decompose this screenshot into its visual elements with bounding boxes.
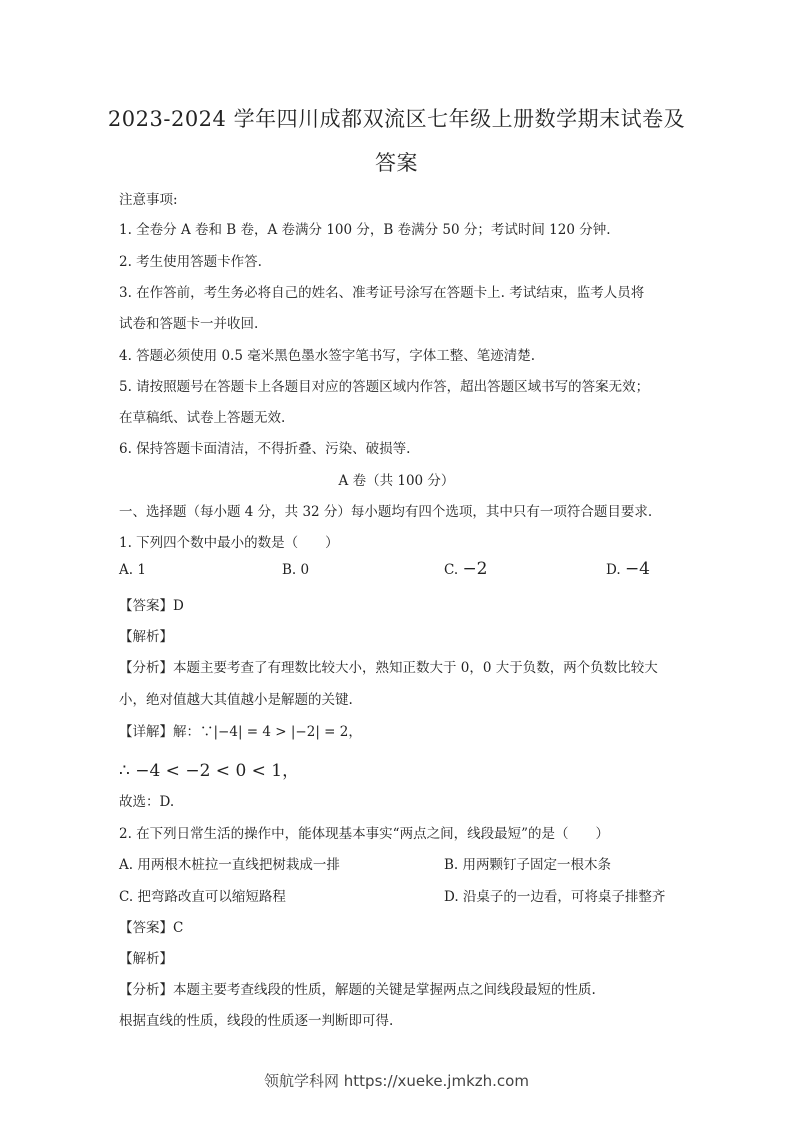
answer-value: D [173,598,184,614]
note-item: 在草稿纸、试卷上答题无效. [119,410,286,426]
q2-analysis-tag: 【解析】 [119,951,173,967]
answer-tag: 【答案】 [119,598,173,614]
q2-fenxi [119,978,596,998]
page-title-line2: 答案 [375,151,418,175]
note-item: 6. 保持答题卡面清洁，不得折叠、污染、破损等. [119,441,411,457]
note-item: 2. 考生使用答题卡作答. [119,254,262,270]
detail-tag: 【详解】 [119,724,173,740]
option-value: −4 [624,559,650,579]
q2-answer [119,916,183,936]
q2-option-a [119,853,340,873]
q1-detail [119,720,362,740]
detail-math: ∵|−4| = 4 > |−2| = 2， [200,724,362,740]
option-letter: A. [119,857,134,873]
q1-fenxi [119,656,658,676]
q1-analysis-tag: 【解析】 [119,629,173,645]
option-value: 0 [300,562,310,578]
q1-choose: 故选：D. [119,794,175,810]
q1-option-d [606,559,650,579]
note-item: 试卷和答题卡一并收回. [119,316,259,332]
fenxi-text: 本题主要考查了有理数比较大小，熟知正数大于 0，0 大于负数，两个负数比较大 [173,660,658,676]
option-value: 用两根木桩拉一直线把树栽成一排 [137,857,340,873]
page-title-line1: 2023-2024 学年四川成都双流区七年级上册数学期末试卷及 [107,107,686,131]
footer-link[interactable]: 领航学科网 https://xueke.jmkzh.com [264,1072,529,1090]
note-item: 1. 全卷分 A 卷和 B 卷，A 卷满分 100 分，B 卷满分 50 分；考试时间 120 分钟. [119,222,611,238]
option-value: 用两颗钉子固定一根木条 [462,857,612,873]
option-value: 1 [137,562,146,578]
option-letter: D. [606,562,621,578]
option-letter: D. [444,889,459,905]
fenxi-tag: 【分析】 [119,982,173,998]
q2-last-line: 根据直线的性质，线段的性质逐一判断即可得. [119,1013,394,1029]
note-item: 4. 答题必须使用 0.5 毫米黑色墨水签字笔书写，字体工整、笔迹清楚. [119,348,536,364]
q2-option-b [444,853,611,873]
option-letter: C. [444,562,459,578]
q1-therefore: ∴ −4 < −2 < 0 < 1， [119,761,300,781]
answer-tag: 【答案】 [119,920,173,936]
answer-value: C [173,920,184,936]
detail-prefix: 解： [173,724,200,740]
q1-option-a [119,562,146,578]
notes-heading: 注意事项: [119,192,178,208]
note-item: 3. 在作答前，考生务必将自己的姓名、准考证号涂写在答题卡上. 考试结束，监考人员将 [119,285,645,301]
fenxi-text: 本题主要考查线段的性质，解题的关键是掌握两点之间线段最短的性质. [173,982,596,998]
option-value: 沿桌子的一边看，可将桌子排整齐 [462,889,666,905]
q2-option-c [119,885,286,905]
option-letter: B. [282,562,297,578]
option-value: −2 [462,559,488,579]
option-letter: A. [119,562,134,578]
q1-fenxi-cont: 小，绝对值越大其值越小是解题的关键. [119,692,353,708]
q1-option-b [282,562,309,578]
option-value: 把弯路改直可以缩短路程 [137,889,286,905]
q1-option-c [444,559,488,579]
q1-stem: 1. 下列四个数中最小的数是（ ） [119,535,339,551]
q2-stem: 2. 在下列日常生活的操作中，能体现基本事实“两点之间，线段最短”的是（ ） [119,826,609,842]
note-item: 5. 请按照题号在答题卡上各题目对应的答题区域内作答，超出答题区域书写的答案无效； [119,379,650,395]
q2-option-d [444,885,665,905]
part1-heading: 一、选择题（每小题 4 分，共 32 分）每小题均有四个选项，其中只有一项符合题目要求. [119,504,653,520]
option-letter: B. [444,857,459,873]
fenxi-tag: 【分析】 [119,660,173,676]
section-a-heading: A 卷（共 100 分） [338,473,455,489]
q1-answer [119,594,184,614]
option-letter: C. [119,889,134,905]
